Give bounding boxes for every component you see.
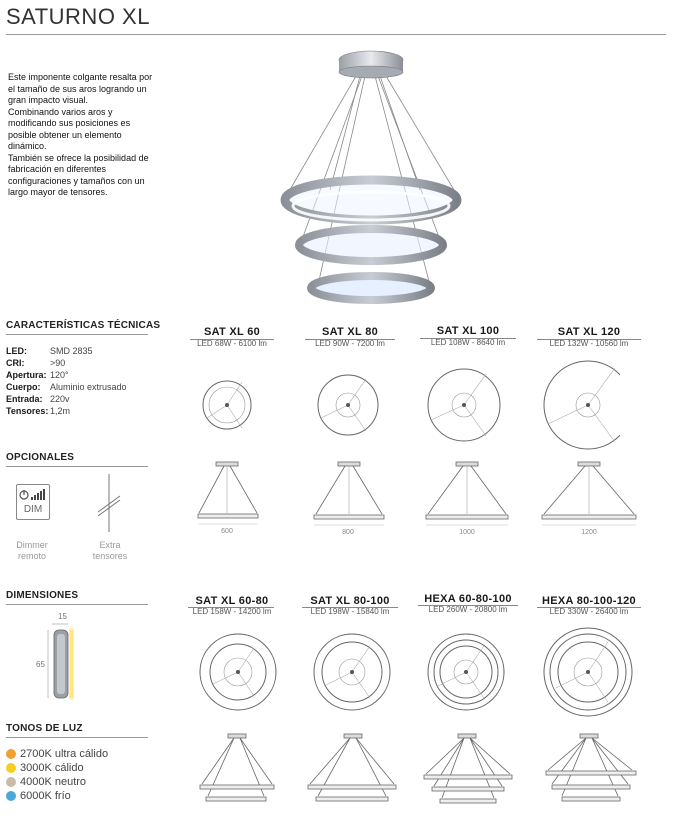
- intro-text: [8, 72, 158, 199]
- plan-view-sat-xl-80-100: [314, 634, 390, 710]
- product-title-sat-xl-80-100: SAT XL 80-100: [310, 595, 390, 607]
- extra-tensors-icon: [96, 472, 122, 534]
- product-title-sat-xl-60-80: SAT XL 60-80: [195, 595, 269, 607]
- tone-item-2700k: 2700K ultra cálido: [6, 748, 108, 760]
- elevation-sat-xl-120: [542, 462, 636, 525]
- optionals-divider: [6, 466, 148, 467]
- tone-item-4000k: 4000K neutro: [6, 776, 86, 788]
- bottom-row-elevation-views: [180, 730, 640, 810]
- tone-color-dot: [6, 749, 16, 759]
- product-title-sat-xl-60: SAT XL 60: [203, 326, 261, 338]
- elevation-sat-xl-80: [314, 462, 384, 525]
- extra-tensors-label: Extra tensores: [92, 540, 128, 561]
- product-spec-sat-xl-120: LED 132W - 10560 lm: [549, 339, 629, 348]
- plan-view-hexa-80-100-120: [544, 628, 632, 716]
- spec-row: LED: SMD 2835: [6, 346, 93, 356]
- dimensions-section-title: DIMENSIONES: [6, 590, 79, 601]
- elevation-sat-xl-100: [426, 462, 508, 525]
- lamp-ring-small: [311, 276, 431, 300]
- title-divider: [6, 34, 666, 35]
- top-row-plan-views: [180, 352, 620, 462]
- product-spec-hexa-80-100-120: LED 330W - 26400 lm: [549, 607, 629, 616]
- width-label-600: 600: [221, 528, 233, 535]
- elevation-sat-xl-80-100: [308, 734, 396, 801]
- product-title-sat-xl-120: SAT XL 120: [557, 326, 621, 338]
- specs-section-title: CARACTERÍSTICAS TÉCNICAS: [6, 320, 161, 331]
- intro-paragraph-2: Combinando varios aros y modificando sus posiciones es posible obtener un elemento dinámico.: [8, 106, 131, 151]
- hero-lamp-image: [270, 40, 470, 305]
- dim-badge: DIM: [23, 504, 43, 515]
- dimensions-divider: [6, 604, 148, 605]
- product-title-sat-xl-80: SAT XL 80: [321, 326, 379, 338]
- spec-row: Cuerpo: Aluminio extrusado: [6, 382, 127, 392]
- specs-table: [6, 345, 127, 417]
- tone-color-dot: [6, 763, 16, 773]
- elevation-hexa-80-100-120: [546, 734, 636, 801]
- product-spec-sat-xl-60-80: LED 158W - 14200 lm: [192, 607, 272, 616]
- plan-view-sat-xl-100: [428, 369, 500, 441]
- optionals-section-title: OPCIONALES: [6, 452, 75, 463]
- lamp-ring-medium: [299, 229, 443, 261]
- product-title-hexa-80-100-120: HEXA 80-100-120: [542, 595, 636, 607]
- bottom-row-plan-views: [180, 618, 640, 728]
- spec-row: Entrada: 220v: [6, 394, 70, 404]
- width-label-800: 800: [342, 529, 354, 536]
- product-spec-sat-xl-100: LED 108W - 8640 lm: [430, 338, 506, 347]
- plan-view-hexa-60-80-100: [428, 634, 504, 710]
- tones-divider: [6, 737, 148, 738]
- dimension-height-value: 65: [36, 660, 45, 669]
- tones-section-title: TONOS DE LUZ: [6, 723, 83, 734]
- page-title: SATURNO XL: [6, 4, 150, 29]
- product-spec-sat-xl-80-100: LED 198W - 15840 lm: [310, 607, 390, 616]
- width-label-1000: 1000: [459, 529, 475, 536]
- tone-item-3000k: 3000K cálido: [6, 762, 84, 774]
- width-label-1200: 1200: [581, 529, 597, 536]
- tone-color-dot: [6, 791, 16, 801]
- dimmer-remote-icon: [16, 484, 50, 520]
- intro-paragraph-1: Este imponente colgante resalta por el tamaño de sus aros logrando un gran impacto visual.: [8, 72, 153, 105]
- elevation-sat-xl-60-80: [200, 734, 274, 801]
- intro-paragraph-3: También se ofrece la posibilidad de fabricación en diferentes configuraciones y tamaños con un largo mayor de tensores.: [8, 152, 149, 197]
- elevation-hexa-60-80-100: [424, 734, 512, 803]
- product-title-hexa-60-80-100: HEXA 60-80-100: [424, 593, 512, 605]
- tone-color-dot: [6, 777, 16, 787]
- product-spec-sat-xl-80: LED 90W - 7200 lm: [315, 339, 385, 348]
- tone-item-6000k: 6000K frío: [6, 790, 71, 802]
- profile-section-drawing: [44, 620, 84, 702]
- product-spec-hexa-60-80-100: LED 260W - 20800 lm: [428, 605, 508, 614]
- plan-view-sat-xl-60: [203, 381, 251, 429]
- spec-row: Tensores: 1,2m: [6, 406, 71, 416]
- elevation-sat-xl-60: [198, 462, 258, 524]
- specs-divider: [6, 334, 148, 335]
- plan-view-sat-xl-80: [318, 375, 378, 435]
- product-title-sat-xl-100: SAT XL 100: [436, 325, 500, 337]
- spec-row: Apertura: 120°: [6, 370, 69, 380]
- product-spec-sat-xl-60: LED 68W - 6100 lm: [197, 339, 267, 348]
- dimension-width-value: 15: [58, 612, 67, 621]
- spec-row: CRI: >90: [6, 358, 66, 368]
- plan-view-sat-xl-60-80: [200, 634, 276, 710]
- plan-view-sat-xl-120: [544, 361, 620, 449]
- dimmer-remote-label: Dimmer remoto: [16, 540, 48, 561]
